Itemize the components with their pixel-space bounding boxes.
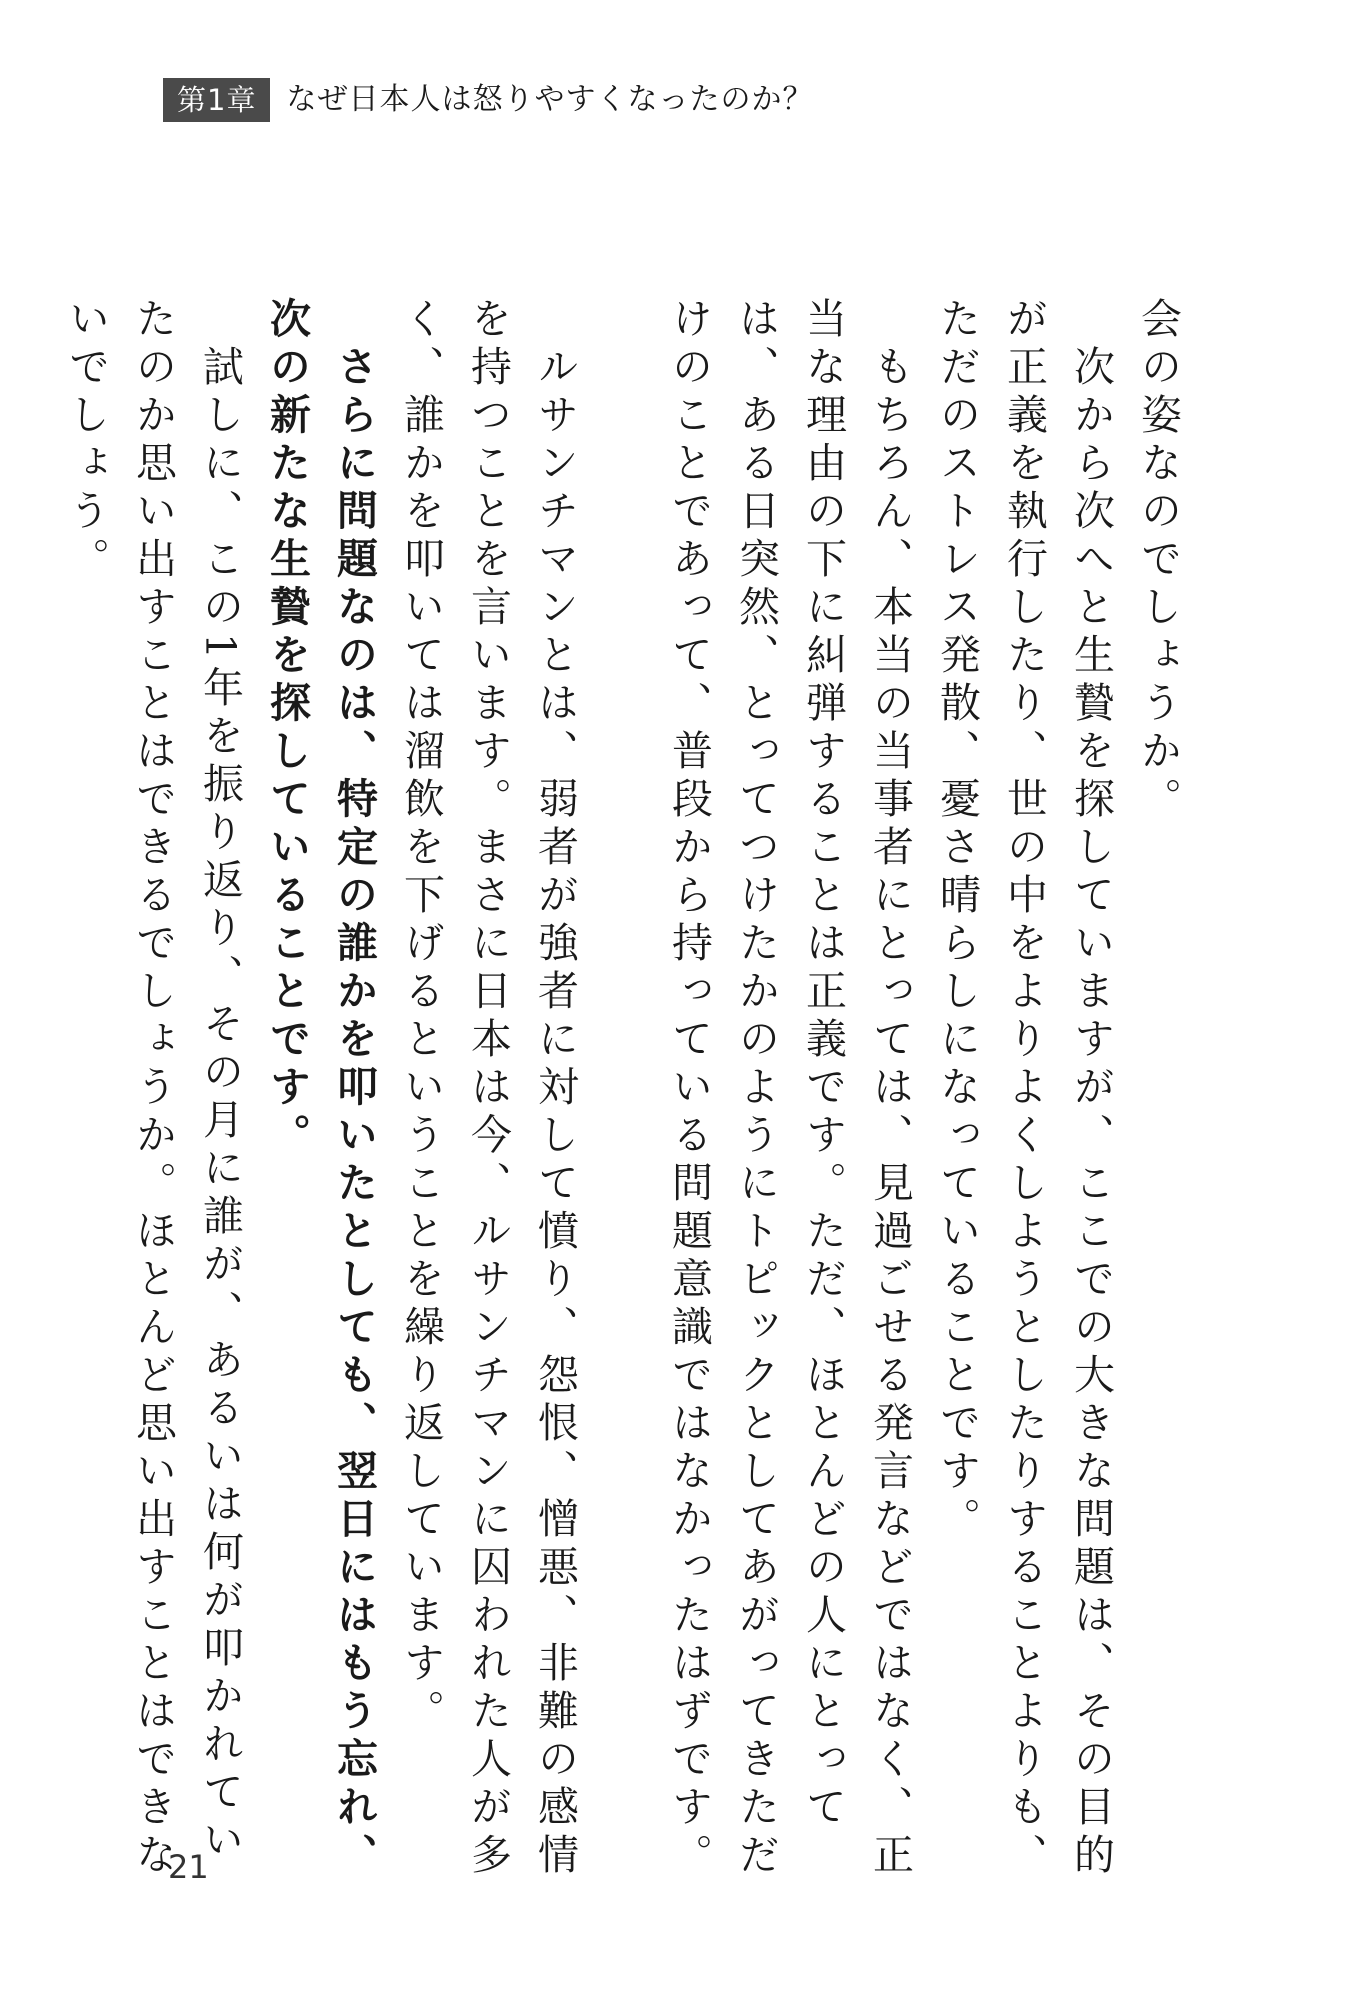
page-number: 21 — [168, 1848, 209, 1886]
closing-paragraph: 試しに、この1年を振り返り、その月に誰が、あるいは何が叩かれていたのか思い出すことはできるでしょうか。ほとんど思い出すことはできないでしょう。 — [62, 297, 244, 1881]
running-header — [163, 78, 813, 122]
chapter-title: なぜ日本人は怒りやすくなったのか？ — [286, 82, 814, 117]
paragraph-spacer — [588, 297, 655, 1907]
body-text — [52, 297, 1191, 1907]
emphasis-paragraph: さらに問題なのは、特定の誰かを叩いたとしても、翌日にはもう忘れ、次の新たな生贄を探していることです。 — [263, 297, 378, 1881]
paragraph: もちろん、本当の当事者にとっては、見過ごせる発言などではなく、正当な理由の下に糾弾することは正義です。ただ、ほとんどの人にとっては、ある日突然、とってつけたかのようにトピックとしてあがってきただけのことであって、普段から持っている問題意識ではなかったはずです。 — [665, 297, 914, 1881]
paragraph: ルサンチマンとは、弱者が強者に対して憤り、怨恨、憎悪、非難の感情を持つことを言います。まさに日本は今、ルサンチマンに囚われた人が多く、誰かを叩いては溜飲を下げるということを繰り返しています。 — [397, 297, 579, 1881]
paragraph: 次から次へと生贄を探していますが、ここでの大きな問題は、その目的が正義を執行したり、世の中をよりよくしようとしたりすることよりも、ただのストレス発散、憂さ晴らしになっていることです。 — [933, 297, 1115, 1881]
chapter-label: 第1章 — [163, 78, 270, 122]
paragraph-continuation: 会の姿なのでしょうか。 — [1134, 297, 1182, 825]
